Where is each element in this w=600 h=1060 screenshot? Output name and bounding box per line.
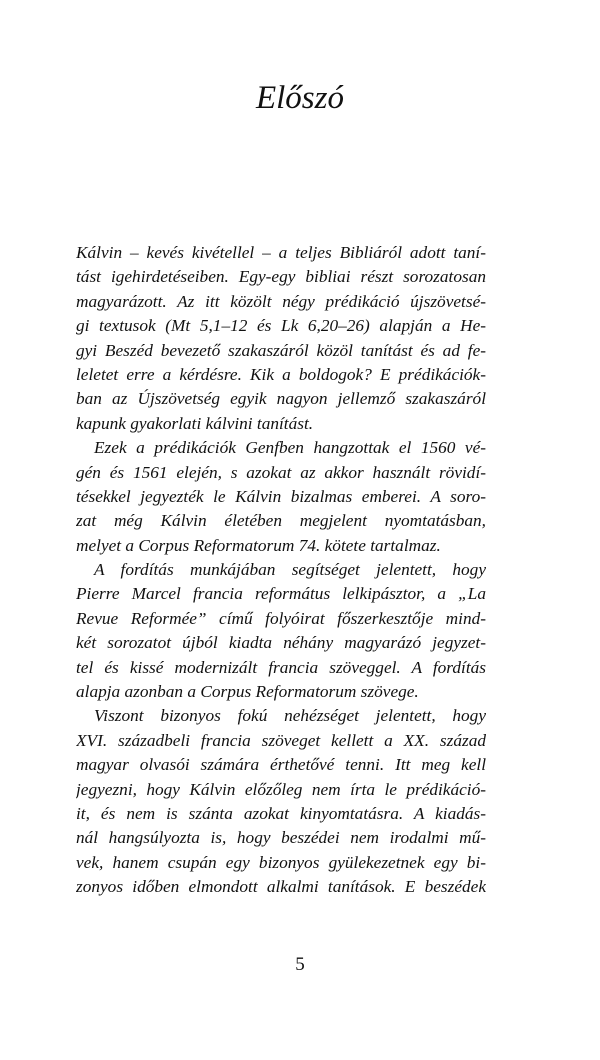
text-line: melyet a Corpus Reformatorum 74. kötete tartalmaz. <box>76 535 441 555</box>
text-line: A fordítás munkájában segítséget jelentett, hogy <box>94 560 486 580</box>
text-line: tást igehirdetéseiben. Egy-egy bibliai részt sorozatosan <box>76 267 486 287</box>
text-line: gyi Beszéd bevezető szakaszáról közöl tanítást és ad fe- <box>76 340 486 360</box>
text-line: kapunk gyakorlati kálvini tanítást. <box>76 413 314 433</box>
text-line: Pierre Marcel francia református lelkipásztor, a „La <box>76 584 486 604</box>
text-line: Revue Reformée” című folyóirat főszerkesztője mind- <box>76 608 486 628</box>
text-line: ban az Újszövetség egyik nagyon jellemző szakaszáról <box>76 389 486 409</box>
text-line: nál hangsúlyozta is, hogy beszédei nem irodalmi mű- <box>76 828 486 848</box>
text-line: Viszont bizonyos fokú nehézséget jelentett, hogy <box>94 706 486 726</box>
text-line: Kálvin – kevés kivétellel – a teljes Bibliáról adott taní- <box>76 243 486 262</box>
text-line: zonyos időben elmondott alkalmi tanítások. E beszédek <box>76 877 486 897</box>
text-line: két sorozatot újból kiadta néhány magyarázó jegyzet- <box>76 633 486 653</box>
text-line: gén és 1561 elején, s azokat az akkor használt rövidí- <box>76 462 486 482</box>
chapter-title: Előszó <box>255 80 344 116</box>
text-line: tésekkel jegyezték le Kálvin bizalmas emberei. A soro- <box>76 486 486 506</box>
text-line: XVI. századbeli francia szöveget kellett a XX. század <box>76 730 486 750</box>
text-line: leletet erre a kérdésre. Kik a boldogok? E prédikációk- <box>76 364 486 384</box>
text-line: zat még Kálvin életében megjelent nyomtatásban, <box>76 511 486 531</box>
text-line: jegyezni, hogy Kálvin előzőleg nem írta le prédikáció- <box>76 779 486 799</box>
text-line: it, és nem is szánta azokat kinyomtatásra. A kiadás- <box>76 803 486 823</box>
text-line: alapja azonban a Corpus Reformatorum szövege. <box>76 682 419 702</box>
page-number: 5 <box>295 954 305 975</box>
text-line: magyar olvasói számára érthetővé tenni. Itt meg kell <box>76 755 486 775</box>
text-line: tel és kissé modernizált francia szöveggel. A fordítás <box>76 657 486 677</box>
text-line: magyarázott. Az itt közölt négy prédikáció újszövetsé- <box>76 291 486 311</box>
text-line: vek, hanem csupán egy bizonyos gyülekezetnek egy bi- <box>76 852 486 872</box>
body-text <box>76 241 486 900</box>
text-line: gi textusok (Mt 5,1–12 és Lk 6,20–26) alapján a He- <box>76 316 486 336</box>
text-line: Ezek a prédikációk Genfben hangzottak el 1560 vé- <box>94 438 486 458</box>
